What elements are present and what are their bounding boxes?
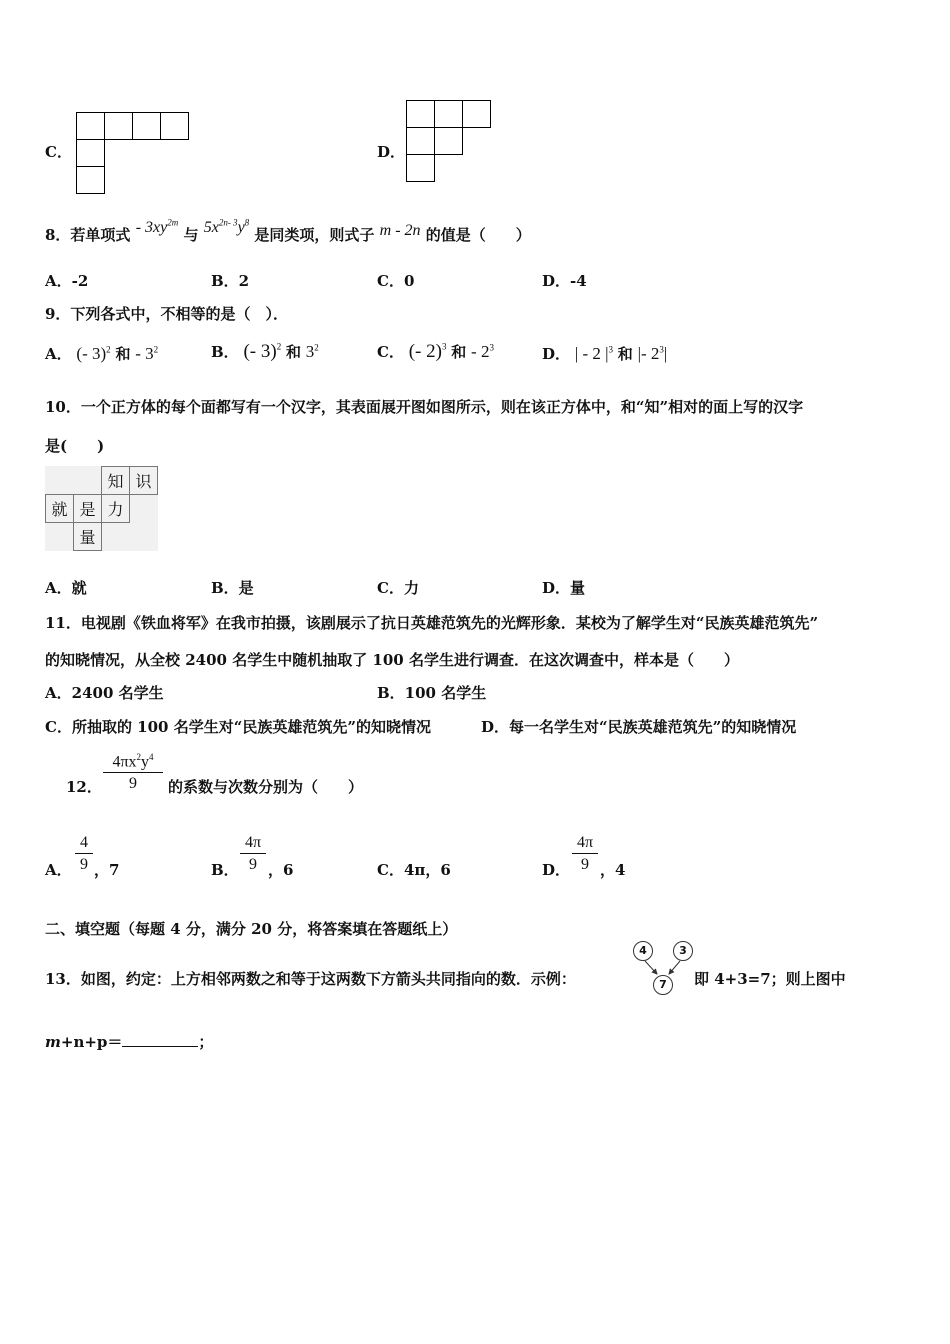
q12-option-a-tail: ，7 (94, 861, 120, 879)
q8-option-b: B．2 (211, 272, 250, 290)
q9-stem: 9．下列各式中，不相等的是（ ）． (45, 305, 288, 323)
q7-option-c-figure (76, 112, 189, 194)
q12-option-a-label: A． (45, 861, 72, 879)
q7-option-d-figure (406, 100, 491, 182)
q13-answer-line: m+n+p＝ ； (45, 1033, 214, 1051)
q9-option-c: C． (- 2)$^3$ 和 - $2^3$ (377, 341, 494, 362)
q7-option-c-label: C． (45, 143, 72, 161)
net-cell-li: 力 (102, 495, 130, 523)
q10-option-a: A．就 (45, 579, 87, 597)
q13-stem: 13．如图，约定：上方相邻两数之和等于这两数下方箭头共同指向的数．示例： (45, 970, 576, 988)
q12-number: 12． (66, 778, 102, 796)
q11-option-b: B．100 名学生 (377, 684, 487, 702)
q11-stem-line2: 的知晓情况，从全校 2400 名学生中随机抽取了 100 名学生进行调查．在这次调查中，样本是（ ） (45, 651, 739, 669)
net-cell-liang: 量 (74, 523, 102, 551)
net-cell-zhi: 知 (102, 467, 130, 495)
q9-option-b: B． (- 3)$^2$ 和 $3^2$ (211, 341, 319, 362)
example-circle-4: 4 (633, 941, 653, 961)
q8-stem: 8．若单项式 - $3xy^{2m}$ 与 $5x^{2n- 3}y^8$ 是同类项，则式子 m - 2n 的值是（ ） (45, 217, 531, 244)
q12-option-d-fraction: $\frac{4\pi}{9}$ (572, 834, 598, 874)
q11-option-c: C．所抽取的 100 名学生对“民族英雄范筑先”的知晓情况 (45, 718, 431, 736)
q12-option-a-fraction: $\frac{4}{9}$ (75, 834, 93, 874)
q12-option-b-tail: ，6 (268, 861, 294, 879)
q8-option-d: D．-4 (542, 272, 587, 290)
q12-option-b-fraction: $\frac{4\pi}{9}$ (240, 834, 266, 874)
cube-net-figure (45, 466, 158, 551)
example-arrows (630, 938, 700, 1000)
q10-option-b: B．是 (211, 579, 254, 597)
q10-option-d: D．量 (542, 579, 586, 597)
q9-option-a: A． (- 3)$^2$ 和 - $3^2$ (45, 344, 159, 363)
q12-fraction: $\frac{4\pi x^2y^4}{9}$ (103, 752, 163, 793)
q11-stem-line1: 11．电视剧《铁血将军》在我市拍摄，该剧展示了抗日英雄范筑先的光辉形象．某校为了解学生对“民族英雄范筑先” (45, 614, 819, 632)
q11-option-a: A．2400 名学生 (45, 684, 164, 702)
net-cell-shi2: 识 (130, 467, 158, 495)
q8-option-c: C．0 (377, 272, 415, 290)
q12-option-b-label: B． (211, 861, 239, 879)
net-cell-shi: 是 (74, 495, 102, 523)
q9-option-d: D． | - 2 $|^3$ 和 |- $2^3|$ (542, 344, 668, 363)
q7-option-d-label: D． (377, 143, 406, 161)
q11-option-d: D．每一名学生对“民族英雄范筑先”的知晓情况 (481, 718, 797, 736)
example-circle-3: 3 (673, 941, 693, 961)
q12-stem: 的系数与次数分别为（ ） (168, 778, 364, 796)
section-title-fill-in: 二、填空题（每题 4 分，满分 20 分，将答案填在答题纸上） (45, 920, 458, 938)
q10-option-c: C．力 (377, 579, 419, 597)
q8-option-a: A．-2 (45, 272, 89, 290)
q12-option-d-tail: ，4 (600, 861, 626, 879)
answer-blank[interactable] (122, 1034, 198, 1047)
q10-stem-line1: 10．一个正方体的每个面都写有一个汉字，其表面展开图如图所示，则在该正方体中，和“知”相对的面上写的汉字 (45, 398, 804, 416)
q12-option-c: C．4π，6 (377, 861, 451, 879)
q12-option-d-label: D． (542, 861, 571, 879)
q10-stem-line2: 是( ) (45, 437, 105, 455)
example-circle-7: 7 (653, 975, 673, 995)
net-cell-jiu: 就 (46, 495, 74, 523)
q13-stem-tail: 即 4+3=7；则上图中 (694, 970, 846, 988)
